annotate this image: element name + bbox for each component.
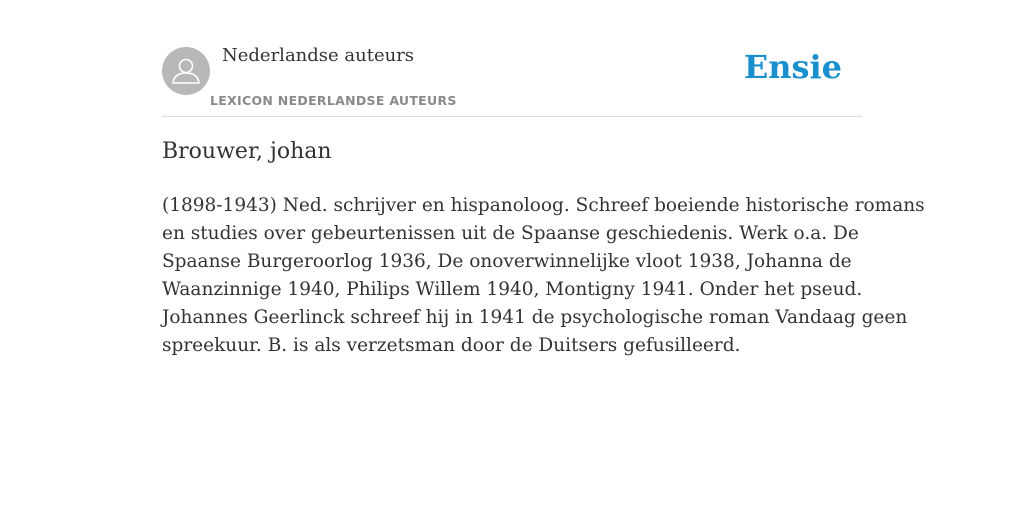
entry-body [162,192,925,360]
entry-body-line: Waanzinnige 1940, Philips Willem 1940, Montigny 1941. Onder het pseud. [162,279,863,300]
entry-header [162,0,862,117]
author-name-link[interactable]: Nederlandse auteurs [222,45,415,66]
entry-body-line: en studies over gebeurtenissen uit de Spaanse geschiedenis. Werk o.a. De [162,223,859,244]
entry-body-line: (1898-1943) Ned. schrijver en hispanoloog. Schreef boeiende historische romans [162,195,925,216]
entry-title: Brouwer, johan [162,139,332,164]
entry-body-line: Spaanse Burgeroorlog 1936, De onoverwinnelijke vloot 1938, Johanna de [162,251,852,272]
user-outline-icon [162,47,210,95]
entry-body-line: Johannes Geerlinck schreef hij in 1941 de psychologische roman Vandaag geen [162,307,908,328]
lexicon-subtitle: LEXICON NEDERLANDSE AUTEURS [210,93,457,108]
avatar[interactable] [162,47,210,95]
ensie-logo[interactable]: Ensie [743,48,842,86]
entry-body-line: spreekuur. B. is als verzetsman door de Duitsers gefusilleerd. [162,335,741,356]
